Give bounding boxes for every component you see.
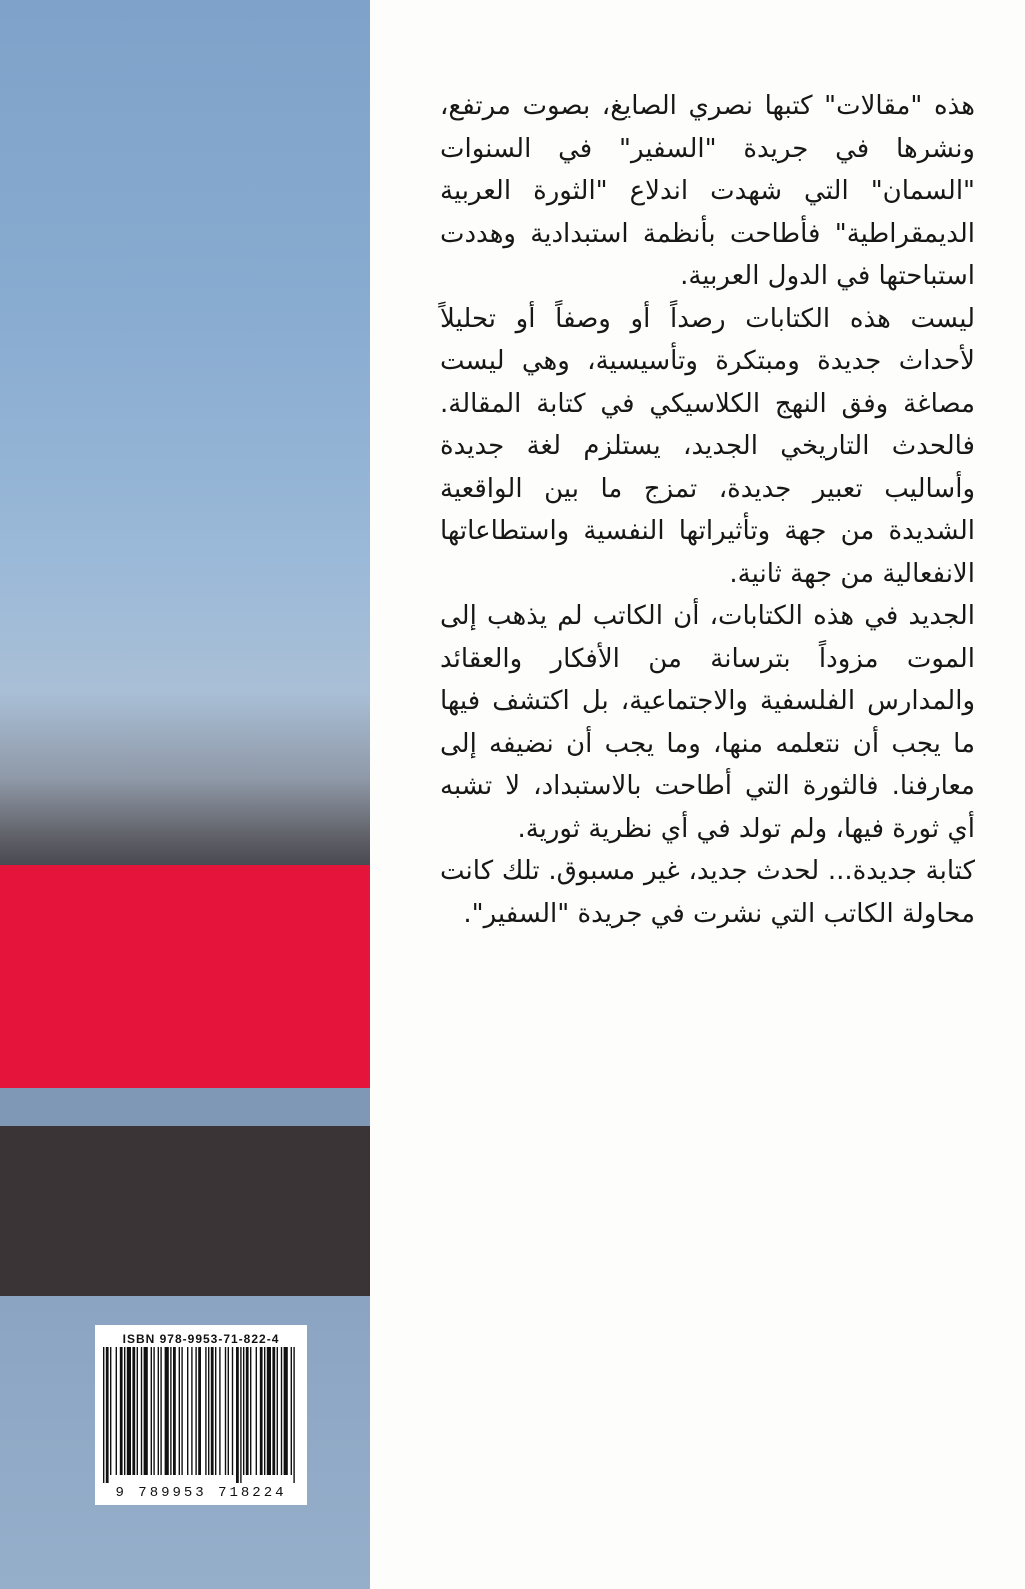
barcode-bars [101, 1347, 301, 1483]
barcode-bar [179, 1347, 180, 1475]
sky-band [0, 0, 370, 865]
barcode-bar [243, 1347, 244, 1475]
barcode-bar [170, 1347, 171, 1475]
barcode-bar [187, 1347, 188, 1475]
barcode-bar [240, 1347, 241, 1483]
barcode-bar [103, 1347, 104, 1483]
barcode-bar [215, 1347, 216, 1475]
barcode-bar [208, 1347, 209, 1475]
barcode-bar [232, 1347, 233, 1475]
barcode-bar [267, 1347, 271, 1475]
barcode-bar [195, 1347, 196, 1475]
blurb-paragraph-3: الجديد في هذه الكتابات، أن الكاتب لم يذهب إلى الموت مزوداً بترسانة من الأفكار والعقائد والمدارس الفلسفية والاجتماعية، بل اكتشف فيها ما يجب أن نتعلمه منها، وما يجب أن نضيفه إلى معارفنا. فالثورة التي أطاحت بالاستبداد، لا تشبه أي ثورة فيها، ولم تولد في أي نظرية ثورية. [440, 601, 975, 844]
barcode-bar [291, 1347, 292, 1475]
barcode-bar [116, 1347, 117, 1475]
barcode-bar [153, 1347, 154, 1475]
barcode-bar [173, 1347, 176, 1475]
blurb-text [440, 85, 975, 935]
barcode-bar [284, 1347, 288, 1475]
barcode-digits: 9 789953 718224 [115, 1485, 287, 1501]
color-strip [0, 0, 370, 1589]
barcode-bar [160, 1347, 161, 1475]
blurb-paragraph-2: ليست هذه الكتابات رصداً أو وصفاً أو تحليلاً لأحداث جديدة ومبتكرة وتأسيسية، وهي ليست مصاغة وفق النهج الكلاسيكي في كتابة المقالة. فالحدث التاريخي الجديد، يستلزم لغة جديدة وأساليب تعبير جديدة، تمزج ما بين الواقعية الشديدة من جهة وتأثيراتها النفسية واستطاعاتها الانفعالية من جهة ثانية. [440, 303, 975, 589]
barcode-bar [211, 1347, 214, 1475]
barcode-bar [106, 1347, 109, 1483]
barcode-bar [225, 1347, 226, 1475]
barcode-bar [110, 1347, 111, 1475]
barcode-bar [277, 1347, 278, 1475]
barcode-bar [198, 1347, 201, 1475]
blurb-paragraph-4: كتابة جديدة... لحدث جديد، غير مسبوق. تلك كانت محاولة الكاتب التي نشرت في جريدة "السفير". [440, 856, 975, 929]
barcode-bar [293, 1347, 294, 1483]
barcode-bar [228, 1347, 229, 1475]
barcode-bar [264, 1347, 265, 1475]
barcode-bar [127, 1347, 131, 1475]
isbn-label: ISBN 978-9953-71-822-4 [122, 1332, 280, 1346]
barcode-bar [281, 1347, 282, 1475]
isbn-barcode-box [95, 1325, 307, 1505]
dark-band [0, 1126, 370, 1296]
barcode-bar [132, 1347, 135, 1475]
blue-band [0, 1088, 370, 1126]
barcode-bar [158, 1347, 159, 1475]
barcode-bar [137, 1347, 138, 1475]
barcode-bar [191, 1347, 192, 1475]
barcode-bar [205, 1347, 206, 1475]
barcode-bar [272, 1347, 275, 1475]
barcode-bar [246, 1347, 249, 1475]
barcode-bar [124, 1347, 125, 1475]
barcode-bar [141, 1347, 142, 1475]
red-band [0, 865, 370, 1088]
barcode-bar [256, 1347, 257, 1475]
barcode-bar [120, 1347, 123, 1475]
barcode-bar [260, 1347, 263, 1475]
barcode-bar [219, 1347, 220, 1475]
barcode-bar [236, 1347, 239, 1483]
barcode-bar [144, 1347, 148, 1475]
barcode-bar [165, 1347, 169, 1475]
blurb-paragraph-1: هذه "مقالات" كتبها نصري الصايغ، بصوت مرتفع، ونشرها في جريدة "السفير" في السنوات "السمان" التي شهدت اندلاع "الثورة العربية الديمقراطية" فأطاحت بأنظمة استبدادية وهددت استباحتها في الدول العربية. [440, 91, 975, 291]
barcode-bar [250, 1347, 251, 1475]
barcode-bar [151, 1347, 152, 1475]
barcode-bar [181, 1347, 182, 1475]
